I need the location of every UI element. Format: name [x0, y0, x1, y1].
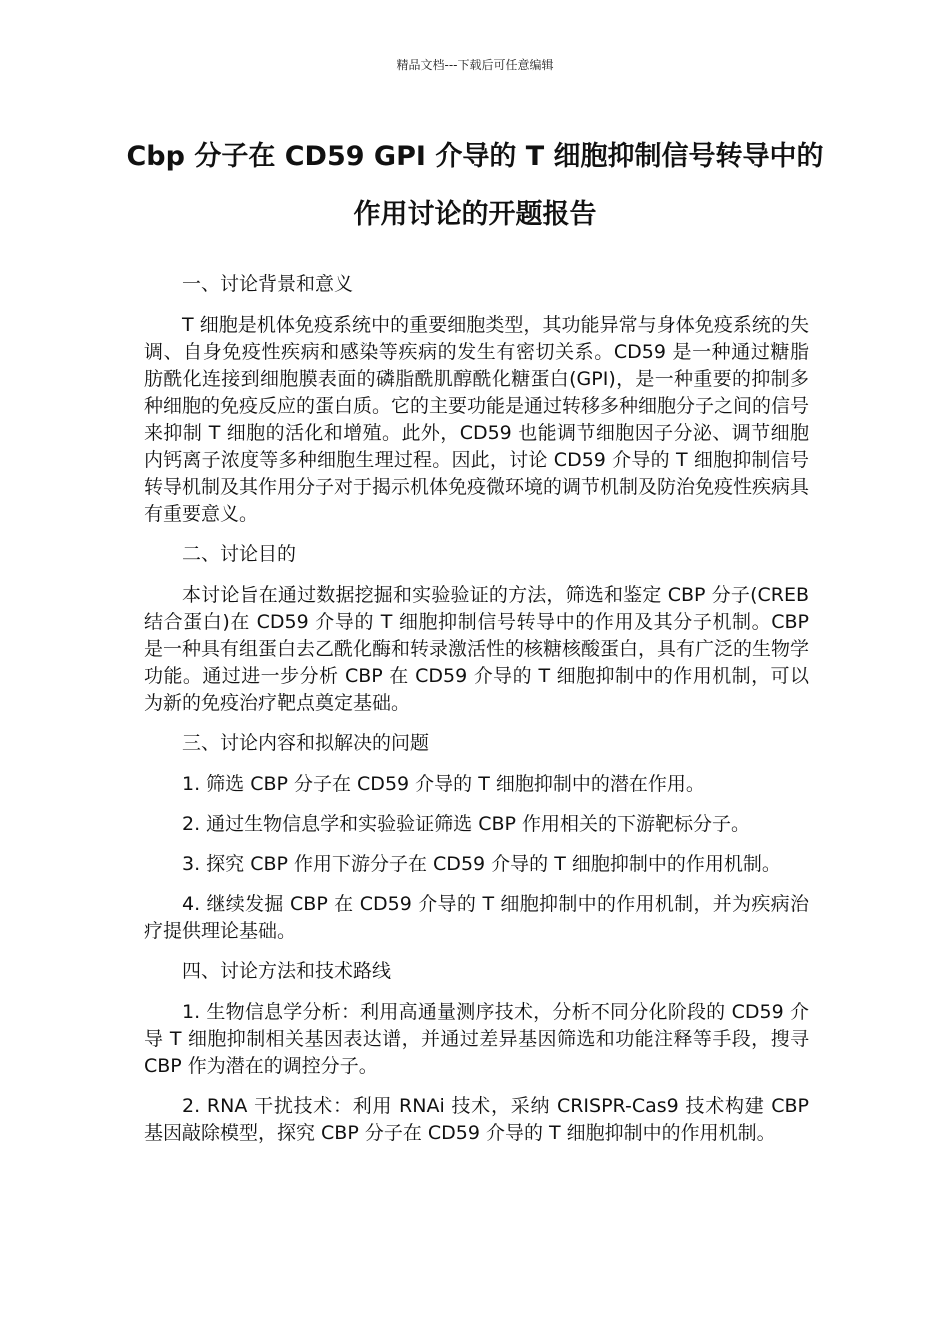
list-item-content-1: 1. 筛选 CBP 分子在 CD59 介导的 T 细胞抑制中的潜在作用。: [182, 773, 705, 795]
document-title: Cbp 分子在 CD59 GPI 介导的 T 细胞抑制信号转导中的作用讨论的开题报告: [126, 141, 824, 230]
list-item-methods-2: 2. RNA 干扰技术：利用 RNAi 技术，采纳 CRISPR-Cas9 技术构建 CBP 基因敲除模型，探究 CBP 分子在 CD59 介导的 T 细胞抑制中的作用机制。: [144, 1095, 809, 1144]
header-note: 精品文档---下载后可任意编辑: [396, 58, 554, 72]
list-item-content-3: 3. 探究 CBP 作用下游分子在 CD59 介导的 T 细胞抑制中的作用机制。: [182, 853, 781, 875]
section-heading-background: 一、讨论背景和意义: [182, 273, 354, 295]
list-item-content-4: 4. 继续发掘 CBP 在 CD59 介导的 T 细胞抑制中的作用机制，并为疾病治疗提供理论基础。: [144, 893, 809, 942]
paragraph-background: T 细胞是机体免疫系统中的重要细胞类型，其功能异常与身体免疫系统的失调、自身免疫性疾病和感染等疾病的发生有密切关系。CD59 是一种通过糖脂肪酰化连接到细胞膜表面的磷脂酰肌醇酰化糖蛋白(GPI)，是一种重要的抑制多种细胞的免疫反应的蛋白质。它的主要功能是通过转移多种细胞分子之间的信号来抑制 T 细胞的活化和增殖。此外，CD59 也能调节细胞因子分泌、调节细胞内钙离子浓度等多种细胞生理过程。因此，讨论 CD59 介导的 T 细胞抑制信号转导机制及其作用分子对于揭示机体免疫微环境的调节机制及防治免疫性疾病具有重要意义。: [144, 314, 810, 525]
paragraph-purpose: 本讨论旨在通过数据挖掘和实验验证的方法，筛选和鉴定 CBP 分子(CREB 结合蛋白)在 CD59 介导的 T 细胞抑制信号转导中的作用及其分子机制。CBP 是一种具有组蛋白去乙酰化酶和转录激活性的核糖核酸蛋白，具有广泛的生物学功能。通过进一步分析 CBP 在 CD59 介导的 T 细胞抑制中的作用机制，可以为新的免疫治疗靶点奠定基础。: [144, 584, 810, 714]
section-heading-content: 三、讨论内容和拟解决的问题: [182, 732, 430, 754]
document-body: [144, 268, 809, 1160]
section-heading-methods: 四、讨论方法和技术路线: [182, 960, 392, 982]
section-heading-purpose: 二、讨论目的: [182, 543, 297, 565]
list-item-content-2: 2. 通过生物信息学和实验验证筛选 CBP 作用相关的下游靶标分子。: [182, 813, 751, 835]
list-item-methods-1: 1. 生物信息学分析：利用高通量测序技术，分析不同分化阶段的 CD59 介导 T 细胞抑制相关基因表达谱，并通过差异基因筛选和功能注释等手段，搜寻 CBP 作为潜在的调控分子。: [144, 1001, 809, 1077]
